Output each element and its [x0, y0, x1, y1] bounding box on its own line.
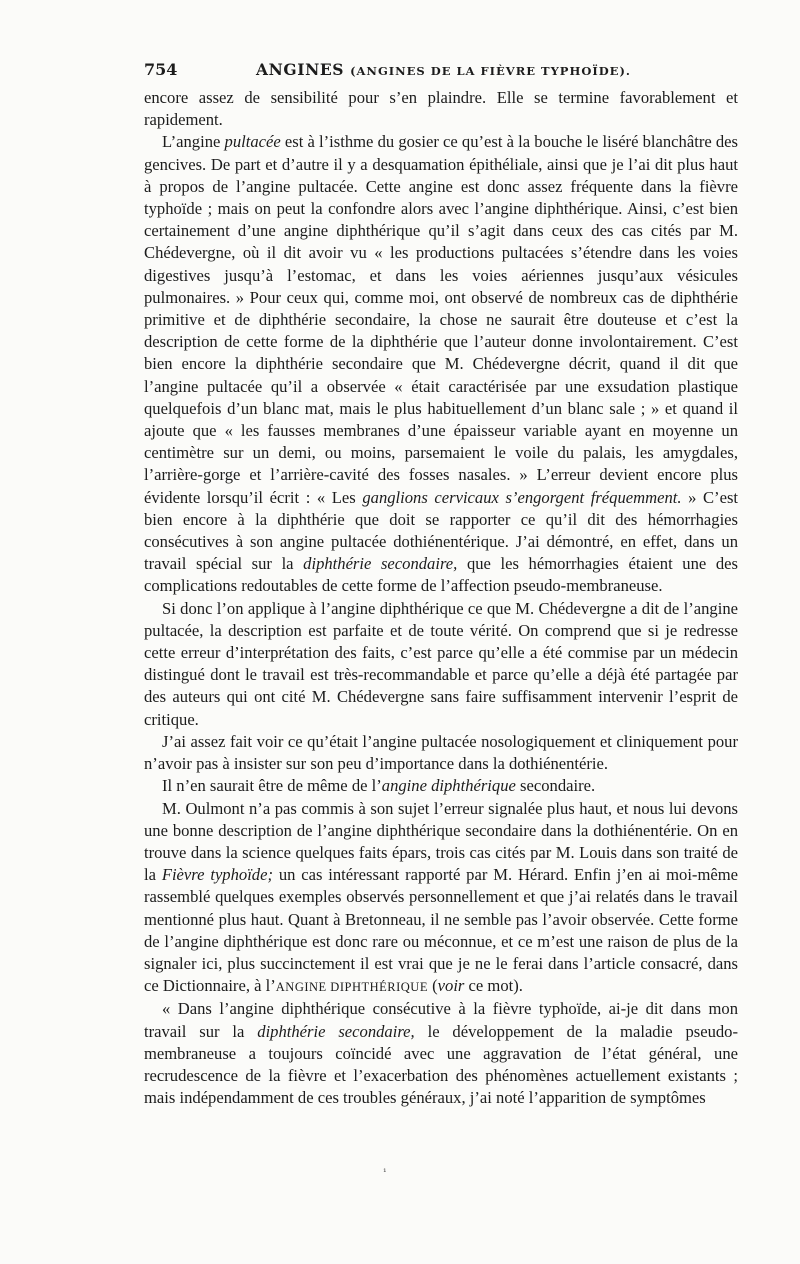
running-head-main: ANGINES	[256, 60, 345, 79]
italic-text: diphthérie secondaire,	[303, 554, 458, 574]
italic-text: angine diphthérique	[381, 776, 516, 796]
paragraph	[144, 775, 738, 797]
italic-text: voir	[437, 976, 465, 996]
paragraph-text: « Dans l’angine diphthérique consécutive à la fièvre typhoïde, ai-je dit dans mon travail sur la	[144, 999, 738, 1041]
paragraph	[144, 798, 738, 999]
paragraph	[144, 598, 738, 731]
paragraph-text: le développement de la maladie pseudo-membraneuse a toujours coïncidé avec une aggravation de l’état général, une recrudescence de la fièvre et l’exacerbation des phénomènes actuellement existants ; mais indépendamment de ces troubles généraux, j’ai noté l’apparition de symptômes	[144, 1021, 738, 1108]
body-text	[144, 87, 738, 1109]
small-caps-text: ANGINE DIPHTHÉRIQUE	[275, 980, 428, 995]
paragraph	[144, 87, 738, 131]
paragraph-text: » C’est bien encore à la diphthérie que doit se rapporter ce qu’il dit des hémorrhagies consécutives à son angine pultacée dothiénentérique. J’ai démontré, en effet, dans un travail spécial sur la	[144, 487, 739, 574]
italic-text: ganglions cervicaux s’engorgent fréquemment.	[362, 487, 682, 507]
paragraph-text: un cas intéressant rapporté par M. Hérard. Enfin j’en ai moi-même rassemblé quelques exemples observés personnellement et que j’ai relatés dans le travail mentionné plus haut. Quant à Bretonneau, il ne semble pas l’avoir observée. Cette forme de l’angine diphthérique est donc rare ou méconnue, et ce m’est une raison de plus de la signaler ici, plus succinctement il est vrai que je ne le ferai dans l’article consacré, dans ce Dictionnaire, à l’	[144, 865, 739, 996]
paragraph-text: est à l’isthme du gosier ce qu’est à la bouche le liséré blanchâtre des gencives. De part et d’autre il y a desquamation épithéliale, ainsi que je l’ai dit plus haut à propos de l’angine pultacée. Cette angine est donc assez fréquente dans la fièvre typhoïde ; mais on peut la confondre alors avec l’angine diphthérique. Ainsi, c’est bien certainement d’une angine diphthérique qu’il s’agit dans ceux des cas cités par M. Chédevergne, où il dit avoir vu « les productions pultacées s’étendre dans les voies digestives jusqu’à l’estomac, et dans les voies aériennes jusqu’aux vésicules pulmonaires. » Pour ceux qui, comme moi, ont observé de nombreux cas de diphthérie primitive et de diphthérie secondaire, la chose ne saurait être douteuse et c’est la description de cette forme de la diphthérie que l’auteur donne involontairement. C’est bien encore la diphthérie secondaire que M. Chédevergne décrit, quand il dit que l’angine pultacée qu’il a observée « était caractérisée par une exsudation plastique quelquefois d’un blanc mat, mais le plus habituellement d’un blanc sale ; » et quand il ajoute que « les fausses membranes d’une épaisseur variable ayant en moyenne un centimètre sur un demi, ou moins, parsemaient le voile du palais, les amygdales, l’arrière-gorge et l’arrière-cavité des fosses nasales. » L’erreur devient encore plus évidente lorsqu’il écrit : « Les	[144, 132, 738, 507]
italic-text: Fièvre typhoïde;	[161, 865, 273, 885]
paragraph-text: (	[427, 976, 438, 996]
paragraph-text: ce mot).	[464, 976, 523, 996]
paragraph-text: L’angine	[162, 132, 225, 152]
paragraph-text: J’ai assez fait voir ce qu’était l’angine pultacée nosologiquement et cliniquement pour n’avoir pas à insister sur son peu d’importance dans la dothiénentérie.	[144, 731, 738, 774]
italic-text: diphthérie secondaire,	[257, 1021, 415, 1041]
paragraph-text: secondaire.	[515, 776, 596, 796]
paragraph-text: Il n’en saurait être de même de l’	[162, 776, 382, 796]
paragraph	[144, 998, 738, 1109]
page-header	[144, 60, 744, 90]
page-number: 754	[144, 60, 178, 79]
paragraph-text: Si donc l’on applique à l’angine diphthérique ce que M. Chédevergne a dit de l’angine pultacée, la description est parfaite et de toute vérité. On comprend que si je redresse cette erreur d’interprétation des faits, c’est parce qu’elle a été commise par un médecin distingué dont le travail est très-recommandable et parce qu’elle a déjà été partagée par des auteurs qui ont cité M. Chédevergne sans faire suffisamment intervenir l’esprit de critique.	[144, 598, 738, 729]
footer-mark: ¹	[383, 1168, 387, 1178]
running-head-sub: (ANGINES DE LA FIÈVRE TYPHOÏDE).	[350, 64, 631, 78]
paragraph-text: M. Oulmont n’a pas commis à son sujet l’erreur signalée plus haut, et nous lui devons une bonne description de l’angine diphthérique secondaire dans la dothiénentérie. On en trouve dans la science quelques faits épars, trois cas cités par M. Louis dans son traité de la	[144, 798, 738, 885]
italic-text: pultacée	[224, 132, 281, 152]
running-head	[256, 60, 631, 79]
paragraph	[144, 131, 738, 597]
paragraph-text: encore assez de sensibilité pour s’en plaindre. Elle se termine favorablement et rapidement.	[144, 88, 738, 130]
paragraph	[144, 731, 738, 775]
paragraph-text: que les hémorrhagies étaient une des complications redoutables de cette forme de l’affection pseudo-membraneuse.	[144, 554, 738, 596]
